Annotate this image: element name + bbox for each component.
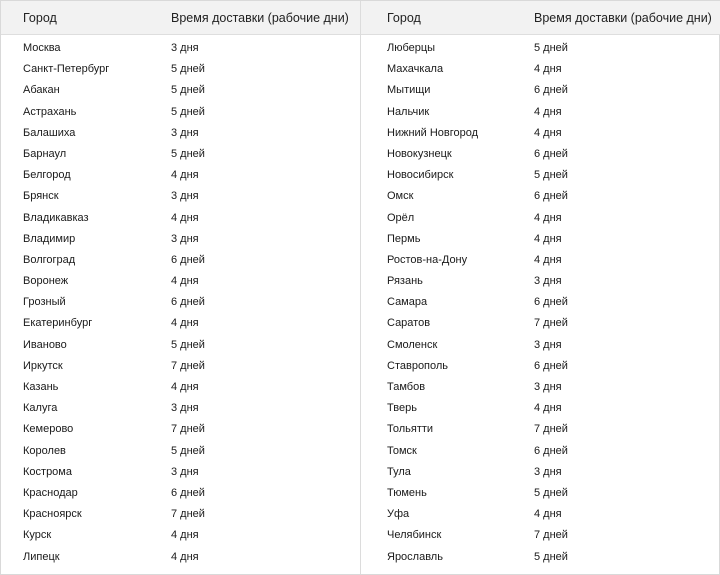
column-header-city: Город — [387, 11, 421, 25]
city-cell: Челябинск — [387, 529, 442, 542]
city-cell: Махачкала — [387, 63, 444, 76]
column-header-city: Город — [23, 11, 57, 25]
city-cell: Тверь — [387, 402, 417, 415]
delivery-time-cell: 7 дней — [171, 508, 205, 521]
city-cell: Владикавказ — [23, 211, 89, 224]
table-row — [361, 38, 720, 59]
city-cell: Воронеж — [23, 275, 69, 288]
city-cell: Абакан — [23, 84, 60, 97]
delivery-time-cell: 4 дня — [171, 317, 199, 330]
table-row — [1, 123, 360, 144]
table-row — [361, 313, 720, 334]
table-row — [361, 547, 720, 568]
delivery-time-cell: 4 дня — [171, 529, 199, 542]
table-header-left — [1, 1, 360, 35]
table-row — [1, 525, 360, 546]
city-cell: Балашиха — [23, 126, 76, 139]
table-row — [1, 80, 360, 101]
table-body-right — [361, 35, 720, 568]
city-cell: Саратов — [387, 317, 431, 330]
delivery-time-cell: 6 дней — [534, 84, 568, 97]
delivery-time-cell: 3 дня — [534, 338, 562, 351]
table-row — [361, 504, 720, 525]
table-row — [1, 229, 360, 250]
column-header-delivery-time: Время доставки (рабочие дни) — [171, 11, 349, 25]
table-row — [361, 377, 720, 398]
table-row — [1, 356, 360, 377]
delivery-time-cell: 4 дня — [534, 232, 562, 245]
city-cell: Новосибирск — [387, 169, 454, 182]
city-cell: Тольятти — [387, 423, 434, 436]
delivery-time-cell: 3 дня — [534, 381, 562, 393]
city-cell: Самара — [387, 296, 428, 309]
city-cell: Барнаул — [23, 147, 67, 160]
table-row — [361, 208, 720, 229]
city-cell: Грозный — [23, 296, 66, 309]
city-cell: Ярославль — [387, 550, 443, 563]
city-cell: Иркутск — [23, 359, 63, 372]
table-row — [1, 271, 360, 292]
city-cell: Тамбов — [387, 381, 426, 393]
delivery-time-cell: 6 дней — [534, 190, 568, 203]
table-row — [361, 292, 720, 313]
table-row — [1, 313, 360, 334]
delivery-time-cell: 6 дней — [534, 296, 568, 309]
delivery-time-cell: 5 дней — [171, 147, 205, 160]
table-row — [361, 229, 720, 250]
delivery-time-cell: 4 дня — [534, 402, 562, 415]
city-cell: Белгород — [23, 169, 71, 182]
city-cell: Королев — [23, 444, 66, 457]
table-left-panel — [1, 1, 360, 574]
table-row — [361, 123, 720, 144]
table-row — [1, 144, 360, 165]
city-cell: Тюмень — [387, 486, 427, 499]
table-row — [361, 398, 720, 419]
city-cell: Тула — [387, 465, 411, 478]
city-cell: Рязань — [387, 275, 423, 288]
table-row — [1, 59, 360, 80]
city-cell: Липецк — [23, 550, 60, 563]
table-row — [1, 419, 360, 440]
city-cell: Омск — [387, 190, 414, 203]
table-row — [1, 398, 360, 419]
city-cell: Новокузнецк — [387, 147, 452, 160]
delivery-time-cell: 6 дней — [534, 444, 568, 457]
delivery-time-cell: 3 дня — [171, 402, 199, 415]
delivery-time-cell: 6 дней — [534, 359, 568, 372]
table-row — [361, 335, 720, 356]
delivery-time-cell: 4 дня — [534, 508, 562, 521]
delivery-time-cell: 6 дней — [171, 253, 205, 266]
table-row — [361, 165, 720, 186]
delivery-time-cell: 5 дней — [534, 550, 568, 563]
table-row — [361, 525, 720, 546]
table-row — [361, 419, 720, 440]
city-cell: Волгоград — [23, 253, 76, 266]
table-row — [361, 250, 720, 271]
delivery-time-cell: 5 дней — [171, 338, 205, 351]
table-row — [1, 292, 360, 313]
table-row — [361, 186, 720, 207]
delivery-time-cell: 5 дней — [534, 169, 568, 182]
city-cell: Москва — [23, 42, 61, 54]
delivery-time-cell: 7 дней — [534, 423, 568, 436]
city-cell: Ростов-на-Дону — [387, 253, 468, 266]
delivery-time-cell: 5 дней — [171, 444, 205, 457]
delivery-time-cell: 7 дней — [534, 317, 568, 330]
delivery-time-cell: 3 дня — [534, 465, 562, 478]
city-cell: Нальчик — [387, 105, 430, 118]
delivery-time-cell: 4 дня — [171, 169, 199, 182]
city-cell: Кострома — [23, 465, 72, 478]
table-row — [1, 250, 360, 271]
table-row — [361, 356, 720, 377]
table-row — [1, 186, 360, 207]
delivery-time-cell: 3 дня — [171, 126, 199, 139]
table-row — [1, 102, 360, 123]
city-cell: Иваново — [23, 338, 67, 351]
city-cell: Астрахань — [23, 105, 77, 118]
table-row — [1, 165, 360, 186]
table-row — [1, 547, 360, 568]
city-cell: Владимир — [23, 232, 76, 245]
table-row — [361, 80, 720, 101]
table-row — [361, 59, 720, 80]
delivery-time-cell: 7 дней — [171, 423, 205, 436]
delivery-time-cell: 4 дня — [171, 211, 199, 224]
city-cell: Уфа — [387, 508, 410, 521]
delivery-time-cell: 6 дней — [171, 296, 205, 309]
table-row — [361, 462, 720, 483]
delivery-time-cell: 5 дней — [534, 42, 568, 54]
delivery-time-cell: 4 дня — [171, 550, 199, 563]
table-body-left — [1, 35, 360, 568]
delivery-time-cell: 4 дня — [534, 63, 562, 76]
table-row — [361, 483, 720, 504]
table-row — [1, 483, 360, 504]
city-cell: Красноярск — [23, 508, 82, 521]
delivery-time-cell: 4 дня — [171, 381, 199, 393]
delivery-time-cell: 6 дней — [171, 486, 205, 499]
city-cell: Санкт-Петербург — [23, 63, 110, 76]
city-cell: Нижний Новгород — [387, 126, 479, 139]
table-row — [1, 504, 360, 525]
city-cell: Брянск — [23, 190, 59, 203]
table-row — [1, 377, 360, 398]
city-cell: Кемерово — [23, 423, 74, 436]
table-row — [361, 102, 720, 123]
city-cell: Мытищи — [387, 84, 431, 97]
delivery-time-cell: 4 дня — [534, 253, 562, 266]
city-cell: Казань — [23, 381, 59, 393]
delivery-time-cell: 4 дня — [534, 211, 562, 224]
table-header-right — [361, 1, 720, 35]
delivery-time-cell: 4 дня — [534, 126, 562, 139]
delivery-time-cell: 3 дня — [171, 465, 199, 478]
delivery-time-cell: 3 дня — [171, 190, 199, 203]
table-row — [1, 462, 360, 483]
table-row — [1, 335, 360, 356]
city-cell: Томск — [387, 444, 417, 457]
city-cell: Краснодар — [23, 486, 78, 499]
city-cell: Люберцы — [387, 42, 436, 54]
delivery-time-cell: 5 дней — [171, 63, 205, 76]
delivery-time-cell: 7 дней — [534, 529, 568, 542]
delivery-time-cell: 5 дней — [534, 486, 568, 499]
delivery-time-cell: 7 дней — [171, 359, 205, 372]
city-cell: Орёл — [387, 211, 415, 224]
city-cell: Курск — [23, 529, 52, 542]
table-right-panel — [361, 1, 720, 574]
city-cell: Калуга — [23, 402, 58, 415]
delivery-time-cell: 4 дня — [171, 275, 199, 288]
column-header-delivery-time: Время доставки (рабочие дни) — [534, 11, 712, 25]
city-cell: Смоленск — [387, 338, 438, 351]
delivery-time-cell: 5 дней — [171, 105, 205, 118]
table-row — [361, 271, 720, 292]
city-cell: Ставрополь — [387, 359, 449, 372]
table-row — [1, 208, 360, 229]
delivery-time-cell: 3 дня — [171, 232, 199, 245]
delivery-time-cell: 4 дня — [534, 105, 562, 118]
city-cell: Пермь — [387, 232, 421, 245]
table-row — [1, 441, 360, 462]
delivery-time-cell: 5 дней — [171, 84, 205, 97]
delivery-time-cell: 3 дня — [534, 275, 562, 288]
table-row — [361, 441, 720, 462]
delivery-time-cell: 3 дня — [171, 42, 199, 54]
table-row — [361, 144, 720, 165]
delivery-time-cell: 6 дней — [534, 147, 568, 160]
table-row — [1, 38, 360, 59]
city-cell: Екатеринбург — [23, 317, 93, 330]
